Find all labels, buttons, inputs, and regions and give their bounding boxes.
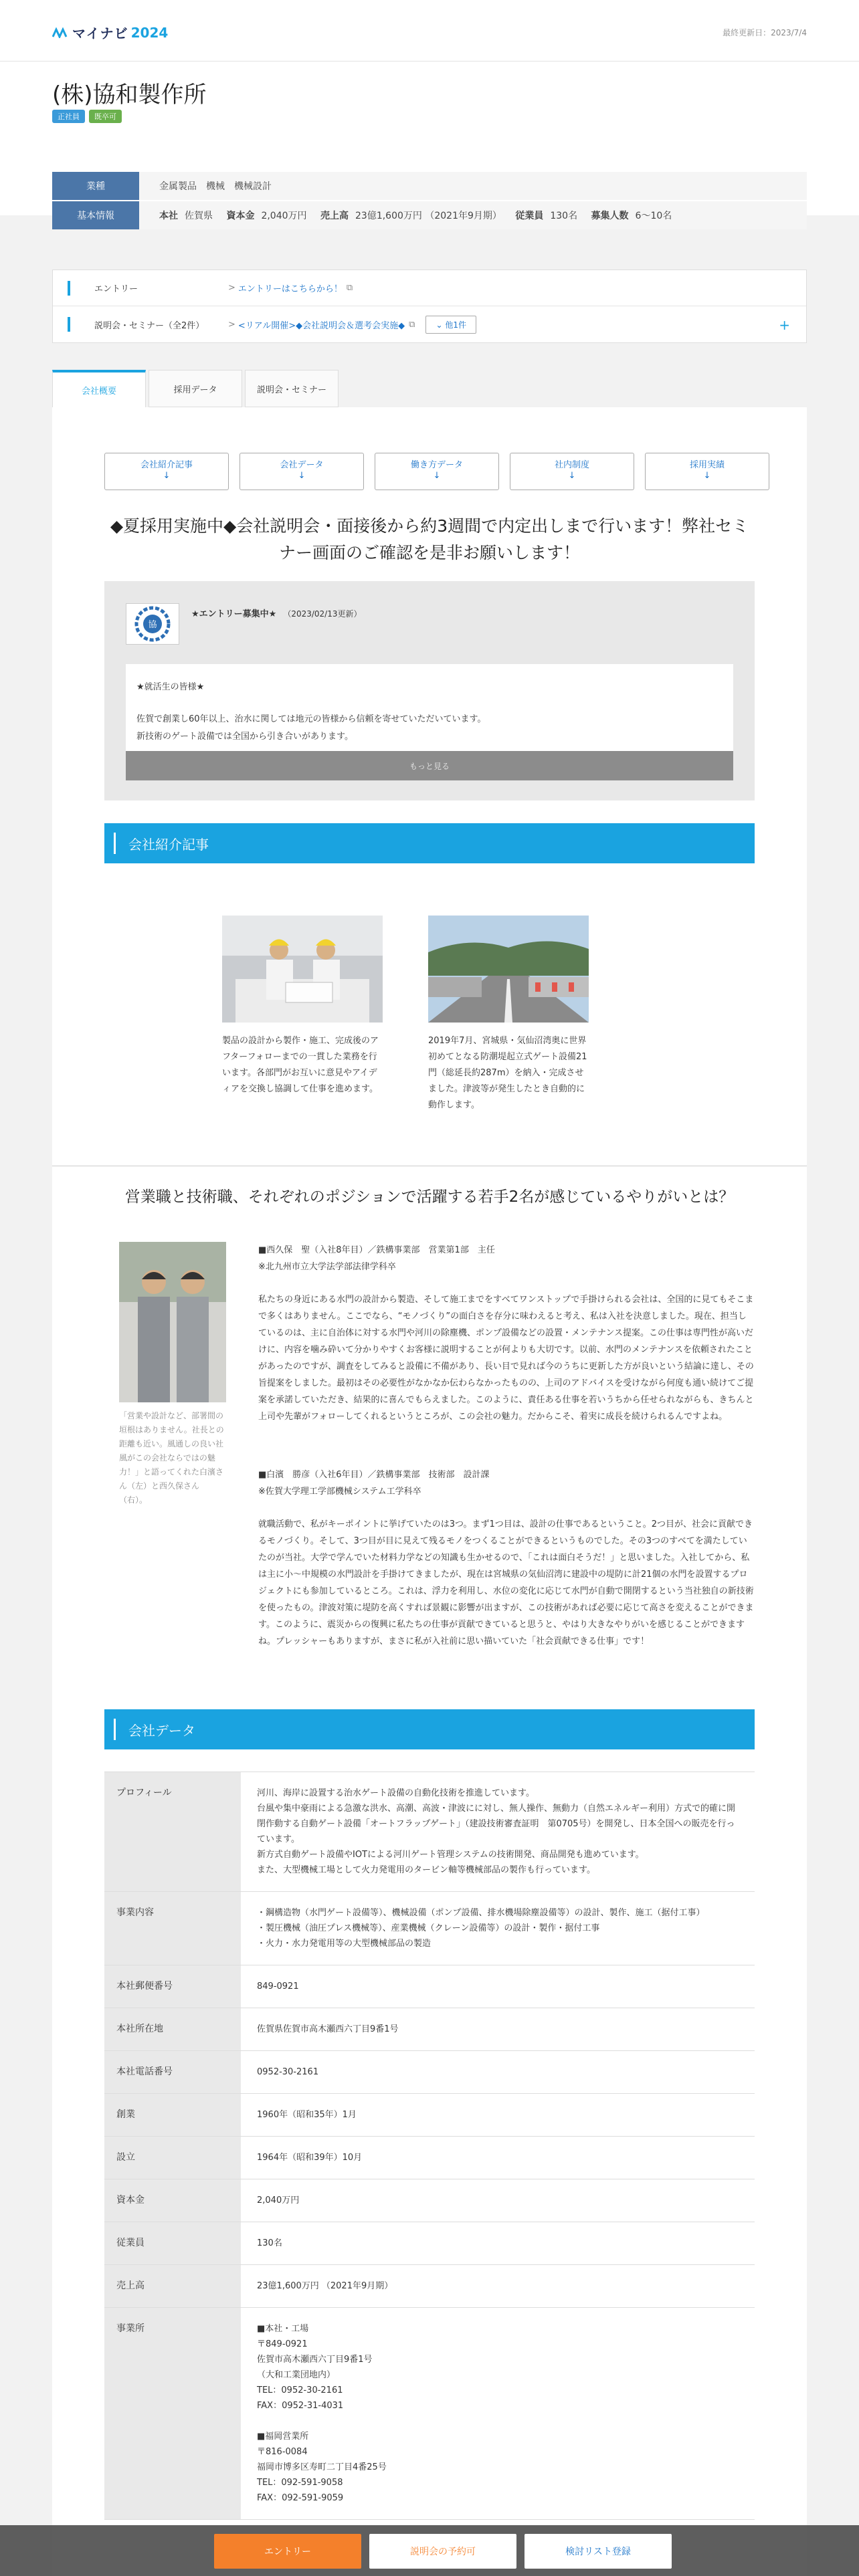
company-summary-table — [52, 172, 807, 231]
article-text: 2019年7月、宮城県・気仙沼湾奥に世界初めてとなる防潮堤起立式ゲート設備21門（総延長約287m）を納入・完成させました。津波等が発生したとき自動的に動作します。 — [428, 1036, 587, 1110]
article-text: 製品の設計から製作・施工、完成後のアフターフォローまでの一貫した業務を行います。各部門がお互いに意見やアイディアを交換し協調して仕事を進めます。 — [222, 1036, 379, 1094]
action-box — [52, 270, 807, 343]
chevron-right-icon: > — [228, 283, 235, 293]
show-more-button[interactable]: もっと見る — [126, 751, 733, 780]
photo-caption: 「営業や設計など、部署間の垣根はありません。社長との距離も近い。風通しの良い社風がこの会社ならではの魅力！」と語ってくれた白濱さん（左）と西久保さん（右）。 — [119, 1411, 224, 1505]
staff-photo — [119, 1242, 226, 1402]
seminar-link[interactable]: > <リアル開催>◆会社説明会＆選考会実施◆ ⧉ — [228, 319, 415, 331]
arrow-down-icon: ↓ — [298, 471, 306, 481]
interview-person-2: ■白濱 勝彦（入社6年目）／鉄構事業部 技術部 設計課 ※佐賀大学理工学部機械システム工学科卒 就職活動で、私がキーポイントに挙げていたのは3つ。まず1つ目は、設計の仕事であるということ。2つ目が、社会に貢献できるモノづくり。そして、3つ目が目に見えて残るモノをつくることができるというものでした。その3つのすべてを満たしていたのが当社。大学で学んでいた材料力学などの知識も生かせるので、「これは面白そうだ！」と思いました。入社してから、私は主に小～中規模の水門設計を手掛けてきましたが、現在は宮城県の気仙沼湾に建設中の堤防に計21個の水門を設置するプロジェクトにも参加しているところ。これは、浮力を利用し、水位の変化に応じて水門が自動で開閉するという当社独自の新技術を使ったもの。津波対策に堤防を高くすれば景観に影響が出ますが、この技術があれば必要に応じて高さを変えることができます。このように、震災からの復興に私たちの仕事が貢献できていると思うと、やはり大きなやりがいを感じることができますね。プレッシャーもありますが、まさに私が入社前に思い描いていた「社会貢献できる仕事」です！ — [258, 1470, 754, 1646]
table-row: 本社郵便番号 849-0921 — [104, 1965, 755, 2008]
arrow-down-icon: ↓ — [433, 471, 441, 481]
table-row: 創業 1960年（昭和35年）1月 — [104, 2094, 755, 2137]
expand-plus-icon[interactable]: + — [779, 317, 790, 333]
table-row: 設立 1964年（昭和39年）10月 — [104, 2137, 755, 2179]
tab-bar — [52, 370, 339, 407]
industry-value: 金属製品 機械 機械設計 — [159, 181, 272, 192]
tab-seminars[interactable]: 説明会・セミナー — [245, 370, 339, 407]
logo-year: 2024 — [130, 24, 169, 41]
seminar-reserve-button[interactable]: 説明会の予約可 — [369, 2534, 516, 2569]
chevron-down-icon: ⌄ — [436, 320, 446, 330]
badge-fulltime: 正社員 — [52, 110, 85, 123]
company-data-table — [104, 1772, 755, 2520]
company-name: (株)協和製作所 — [52, 82, 207, 108]
anchor-work-data[interactable]: 働き方データ ↓ — [375, 453, 499, 490]
basic-info-value: 本社 佐賀県 資本金 2,040万円 売上高 23億1,600万円 （2021年9月期） 従業員 130名 募集人数 6～10名 — [159, 211, 672, 221]
last-updated: 最終更新日：2023/7/4 — [723, 28, 807, 37]
entry-button[interactable]: エントリー — [214, 2534, 361, 2569]
anchor-hiring-record[interactable]: 採用実績 ↓ — [645, 453, 769, 490]
seminar-more-button[interactable]: ⌄ 他1件 — [425, 316, 476, 334]
seawall-gate-photo — [428, 916, 589, 1023]
table-row: 資本金 2,040万円 — [104, 2179, 755, 2222]
svg-text:協: 協 — [148, 620, 157, 630]
section-company-intro: 会社紹介記事 — [104, 823, 755, 863]
anchor-company-intro[interactable]: 会社紹介記事 ↓ — [104, 453, 229, 490]
sticky-footer — [0, 2525, 859, 2576]
mynavi-logo[interactable] — [52, 23, 168, 42]
seminar-row-label: 説明会・セミナー（全2件） — [68, 317, 215, 332]
arrow-down-icon: ↓ — [163, 471, 171, 481]
anchor-systems[interactable]: 社内制度 ↓ — [510, 453, 634, 490]
tab-company-overview[interactable]: 会社概要 — [52, 370, 146, 407]
entry-link[interactable]: > エントリーはこちらから！ ⧉ — [228, 283, 353, 294]
arrow-down-icon: ↓ — [568, 471, 576, 481]
basic-info-label: 基本情報 — [52, 201, 139, 229]
table-row: 事業所 ■本社・工場 〒849-0921 佐賀市高木瀬西六丁目9番1号 （大和工業団地内） TEL：0952-30-2161 FAX：0952-31-4031 ■福岡営業所 〒816-0084 福岡市博多区寿町二丁目4番25号 TEL：092-591-9058 FAX：092-591-9059 — [104, 2308, 755, 2520]
anchor-nav — [104, 453, 769, 490]
industry-label: 業種 — [52, 172, 139, 200]
mynavi-logo-icon — [52, 27, 70, 38]
table-row: プロフィール 河川、海岸に設置する治水ゲート設備の自動化技術を推進しています。 台風や集中豪雨による急激な洪水、高潮、高波・津波にに対し、無人操作、無動力（自然エネルギー利用）方式で的確に開閉作動する自動ゲート設備「オートフラップゲート」（建設技術審査証明 第0705号）を開発し、日本全国への販売を行っています。 新方式自動ゲート設備やIOTによる河川ゲート管理システムの技術開発、商品開発も進めています。 また、大型機械工場として火力発電用のタービン軸等機械部品の製作も行っています。 — [104, 1772, 755, 1892]
tab-recruitment-data[interactable]: 採用データ — [149, 370, 242, 407]
badge-graduate-ok: 既卒可 — [89, 110, 122, 123]
article-card[interactable] — [417, 916, 599, 1113]
table-row: 本社所在地 佐賀県佐賀市高木瀬西六丁目9番1号 — [104, 2008, 755, 2051]
table-row: 本社電話番号 0952-30-2161 — [104, 2051, 755, 2094]
entry-row-label: エントリー — [68, 281, 215, 296]
company-logo-icon — [126, 603, 179, 645]
catch-headline: ◆夏採用実施中◆会社説明会・面接後から約3週間で内定出しまで行います！弊社セミナー画面のご確認を是非お願いします！ — [110, 516, 749, 562]
table-row: 売上高 23億1,600万円 （2021年9月期） — [104, 2265, 755, 2308]
chevron-right-icon: > — [228, 319, 235, 330]
site-header — [0, 0, 859, 62]
external-link-icon: ⧉ — [409, 319, 415, 330]
table-row: 事業内容 ・鋼構造物（水門ゲート設備等）、機械設備（ポンプ設備、排水機場除塵設備等）の設計、製作、施工（据付工事） ・製圧機械（油圧プレス機械等）、産業機械（クレーン設備等）の設計・製作・据付工事 ・火力・水力発電用等の大型機械部品の製造 — [104, 1892, 755, 1965]
article-card[interactable] — [211, 916, 393, 1097]
section-company-data: 会社データ — [104, 1709, 755, 1749]
entry-notice-body: ★就活生の皆様★ 佐賀で創業し60年以上、治水に関しては地元の皆様から信頼を寄せていただいています。 新技術のゲート設備では全国から引き合いがあります。 — [126, 664, 733, 751]
interview-title: 営業職と技術職、それぞれのポジションで活躍する若手2名が感じているやりがいとは？ — [124, 1188, 735, 1206]
logo-text: マイナビ — [72, 25, 128, 41]
arrow-down-icon: ↓ — [703, 471, 711, 481]
anchor-company-data[interactable]: 会社データ ↓ — [240, 453, 364, 490]
entry-notice-title: ★エントリー募集中★ （2023/02/13更新） — [191, 609, 362, 619]
add-to-list-button[interactable]: 検討リスト登録 — [524, 2534, 672, 2569]
engineers-photo — [222, 916, 383, 1023]
main-content — [52, 407, 807, 2576]
entry-notice — [104, 581, 755, 800]
interview-person-1: ■西久保 聖（入社8年目）／鉄構事業部 営業第1部 主任 ※北九州市立大学法学部法律学科卒 私たちの身近にある水門の設計から製造、そして施工までをすべてワンストップで手掛けられる会社は、全国的に見てもそこまで多くはありません。ここでなら、“モノづくり”の面白さを存分に味わえると考え、私は入社を決意しました。現在、担当しているのは、主に自治体に対する水門や河川の除塵機、ポンプ設備などの設置・メンテナンス提案。この仕事は専門性が高いだけに、内容を噛み砕いて分かりやすくお客様に説明することが何よりも大切です。以前、水門のメンテナンスを依頼されたことがあったのですが、調査をしてみると設備に不備があり、長い目で見れば今のうちに更新した方が良いという結論に達し、その旨提案をしました。最初はその必要性がなかなか伝わらなかったものの、上司のアドバイスを受けながら何度も通い続けてご提案を承諾していただき、結果的に喜んでもらえました。このように、責任ある仕事を若いうちから任せられながらも、きちんと上司や先輩がフォローしてくれるというところが、この会社の魅力。だからこそ、着実に成長を続けられるんですよね。 — [258, 1245, 754, 1422]
table-row: 従業員 130名 — [104, 2222, 755, 2265]
external-link-icon: ⧉ — [346, 283, 353, 293]
company-header — [0, 62, 859, 249]
